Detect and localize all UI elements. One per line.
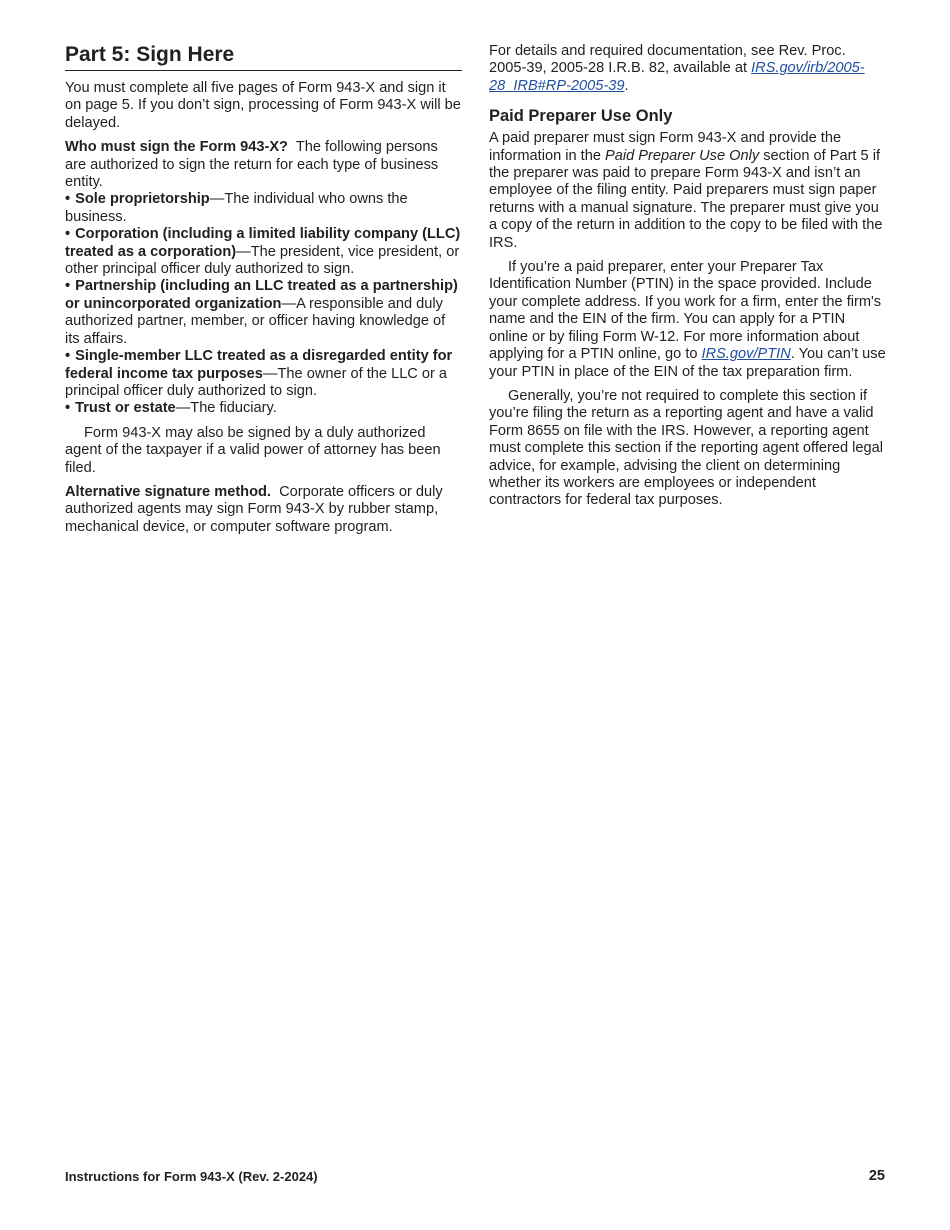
agent-paragraph: Form 943-X may also be signed by a duly authorized agent of the taxpayer if a valid power of attorney has been filed. bbox=[65, 424, 441, 476]
page-number: 25 bbox=[868, 1168, 885, 1184]
alternative-signature-heading: Alternative signature method. bbox=[65, 483, 271, 500]
list-item bbox=[65, 348, 462, 400]
who-must-sign-text: The following persons are authorized to sign the return for each type of business entity. bbox=[65, 139, 439, 191]
details-end: . bbox=[624, 77, 629, 94]
list-item-text: —A responsible and duly authorized partner, member, or officer having knowledge of its affairs. bbox=[65, 295, 446, 347]
list-item bbox=[65, 400, 462, 417]
ptin-link[interactable]: IRS.gov/PTIN bbox=[701, 346, 791, 363]
list-item-text: —The president, vice president, or other principal officer duly authorized to sign. bbox=[65, 243, 460, 278]
footer-form-name: Instructions for Form 943-X (Rev. 2-2024) bbox=[65, 1169, 318, 1184]
preparer-section-title: Paid Preparer Use Only bbox=[489, 107, 673, 126]
preparer-paragraph-3: Generally, you’re not required to complete this section if you’re filing the return as a reporting agent and have a valid Form 8655 on file with the IRS. However, a reporting agent must complete this section if the reporting agent offered legal advice, for example, advising the client on determining whether its workers are employees or independent contractors for federal tax purposes. bbox=[489, 387, 883, 509]
list-item-label: Sole proprietorship bbox=[75, 191, 210, 208]
who-must-sign-paragraph bbox=[65, 139, 462, 191]
list-item-text: —The fiduciary. bbox=[175, 400, 277, 417]
preparer-p1-text-end: section of Part 5 if the preparer was paid to prepare Form 943-X and isn’t an employee of the filing entity. Paid preparers must sign paper returns with a manual signature. The preparer must give you a copy of the return in addition to the copy to be filed with the IRS. bbox=[489, 147, 883, 251]
details-paragraph bbox=[489, 43, 886, 95]
section-title: Part 5: Sign Here bbox=[65, 42, 462, 71]
list-item-label: Trust or estate bbox=[75, 400, 176, 417]
signer-list bbox=[65, 191, 462, 417]
preparer-p2-text: If you’re a paid preparer, enter your Preparer Tax Identification Number (PTIN) in the space provided. Include your complete address. If you work for a firm, enter the firm's name and the EIN of the firm. You can apply for a PTIN online or by filing Form W-12. For more information about applying for a PTIN online, go to bbox=[489, 259, 882, 363]
bullet-icon: • bbox=[65, 348, 71, 365]
list-item bbox=[65, 191, 462, 226]
preparer-p2-text-end: . You can’t use your PTIN in place of the EIN of the tax preparation firm. bbox=[489, 346, 886, 380]
list-item-text: —The individual who owns the business. bbox=[65, 191, 408, 225]
bullet-icon: • bbox=[65, 400, 71, 417]
preparer-p1-italic: Paid Preparer Use Only bbox=[605, 147, 760, 164]
alternative-signature-paragraph bbox=[65, 484, 462, 536]
bullet-icon: • bbox=[65, 278, 71, 295]
list-item-label: Single-member LLC treated as a disregarded entity for federal income tax purposes bbox=[65, 348, 453, 382]
page-footer bbox=[65, 1168, 885, 1185]
list-item-text: —The owner of the LLC or a principal officer duly authorized to sign. bbox=[65, 365, 448, 399]
rev-proc-link[interactable]: IRS.gov/irb/2005-28_IRB#RP-2005-39 bbox=[489, 60, 865, 94]
alternative-signature-text: Corporate officers or duly authorized agents may sign Form 943-X by rubber stamp, mechanical device, or computer software program. bbox=[65, 483, 443, 535]
intro-paragraph: You must complete all five pages of Form 943-X and sign it on page 5. If you don’t sign, processing of Form 943-X will be delayed. bbox=[65, 80, 461, 131]
who-must-sign-heading: Who must sign the Form 943-X? bbox=[65, 139, 288, 156]
bullet-icon: • bbox=[65, 191, 71, 208]
left-column bbox=[65, 42, 462, 543]
right-column bbox=[489, 43, 886, 517]
preparer-p1-text: A paid preparer must sign Form 943-X and provide the information in the bbox=[489, 130, 842, 164]
preparer-paragraph-2 bbox=[489, 259, 886, 381]
details-text: For details and required documentation, see Rev. Proc. 2005-39, 2005-28 I.R.B. 82, available at bbox=[489, 43, 846, 77]
list-item-label: Corporation (including a limited liability company (LLC) treated as a corporation) bbox=[65, 226, 461, 260]
list-item-label: Partnership (including an LLC treated as a partnership) or unincorporated organization bbox=[65, 278, 458, 312]
list-item bbox=[65, 278, 462, 348]
preparer-paragraph-1 bbox=[489, 130, 886, 252]
list-item bbox=[65, 226, 462, 278]
bullet-icon: • bbox=[65, 226, 71, 243]
